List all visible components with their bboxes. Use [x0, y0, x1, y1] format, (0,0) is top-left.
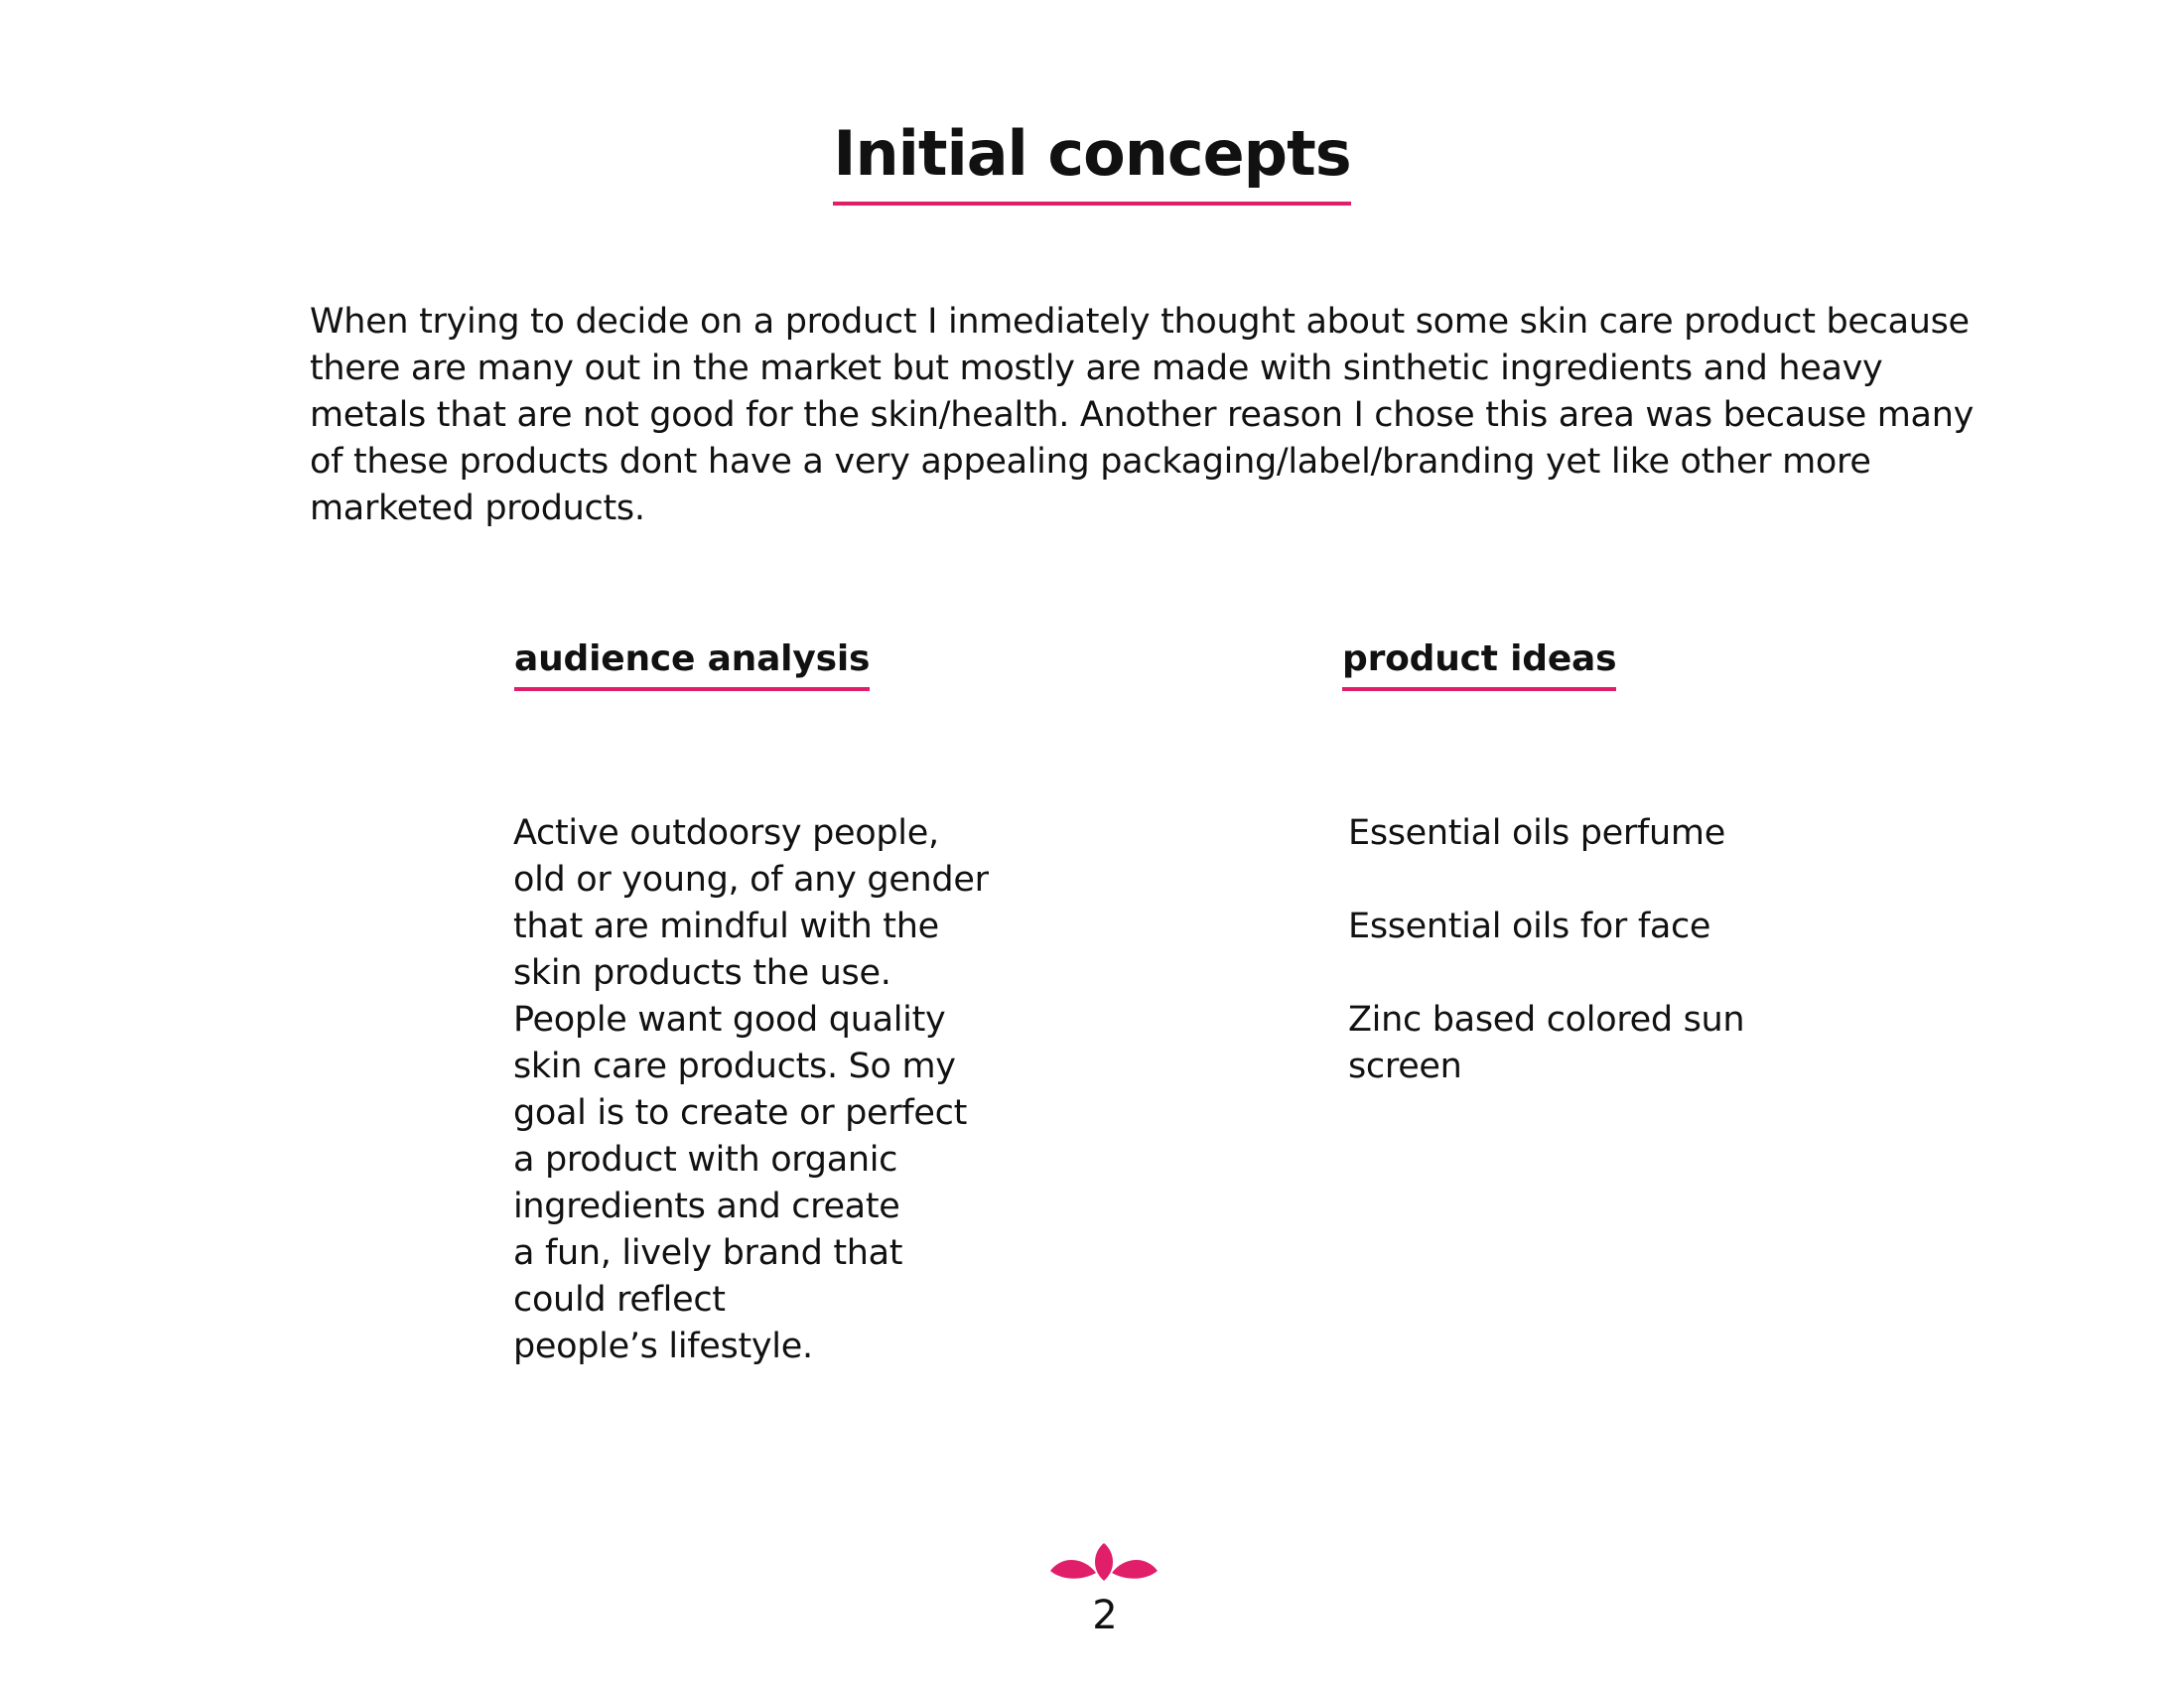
- product-idea-item: Essential oils perfume: [1348, 813, 1725, 853]
- audience-analysis-text: Active outdoorsy people, old or young, of any gender that are mindful with the skin products the use. People want good quality skin care products. So my goal is to create or perfect a product with organic ingredients and create a fun, lively brand that could reflect people’s lifestyle.: [513, 813, 989, 1366]
- product-ideas-heading-text: product ideas: [1342, 638, 1616, 691]
- page-title: [0, 117, 2184, 206]
- audience-analysis-heading-text: audience analysis: [514, 638, 870, 691]
- lotus-petal-right: [1112, 1560, 1158, 1579]
- product-ideas-heading: [1342, 638, 1616, 691]
- lotus-icon: [1046, 1541, 1161, 1591]
- product-ideas-list: [1348, 810, 1864, 1137]
- lotus-petal-left: [1050, 1560, 1096, 1579]
- audience-analysis-heading: [514, 638, 870, 691]
- page-number: 2: [1092, 1593, 1118, 1638]
- product-idea-item: Zinc based colored sun screen: [1348, 1000, 1745, 1086]
- product-idea-item: Essential oils for face: [1348, 907, 1711, 946]
- lotus-petal-center: [1095, 1543, 1113, 1581]
- page-title-text: Initial concepts: [833, 117, 1350, 206]
- intro-paragraph: When trying to decide on a product I inmediately thought about some skin care product because there are many out in the market but mostly are made with sinthetic ingredients and heavy metals that are not good for the skin/health. Another reason I chose this area was because many of these products dont have a very appealing packaging/label/branding yet like other more marketed products.: [310, 302, 1974, 528]
